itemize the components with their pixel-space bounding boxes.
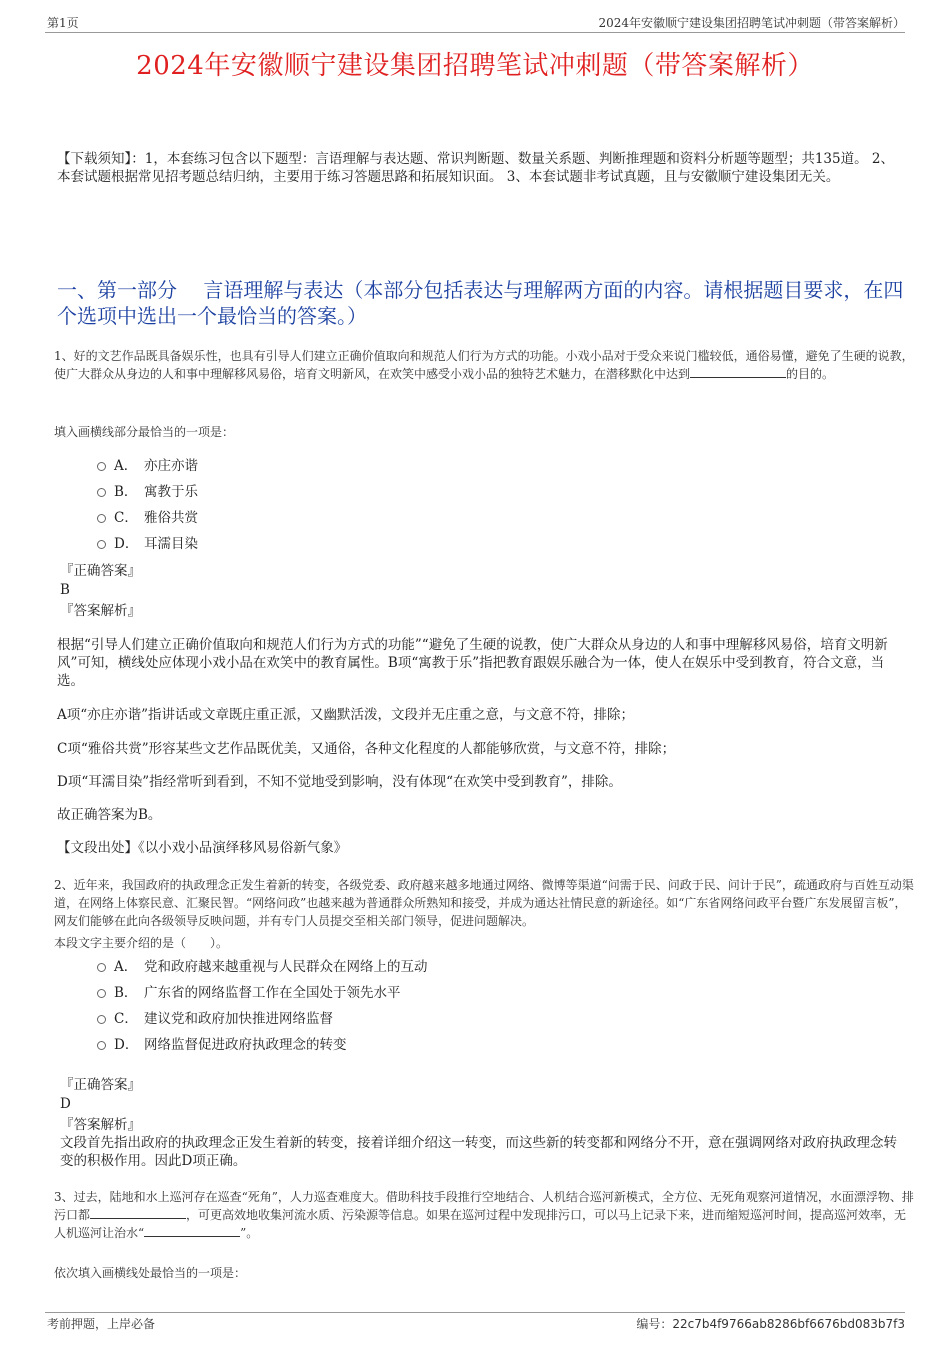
q2-analysis-label: 『答案解析』 [60,1117,141,1133]
question-3-stem [54,1188,916,1242]
q1-option-c[interactable]: C． 雅俗共赏 [97,508,198,528]
radio-icon[interactable] [97,462,106,471]
q2-option-c[interactable]: C． 建议党和政府加快推进网络监督 [97,1009,333,1029]
question-3-stem-end: ”。 [240,1226,259,1240]
question-3-prompt: 依次填入画横线处最恰当的一项是： [54,1266,247,1280]
q1-option-b[interactable]: B． 寓教于乐 [97,482,198,502]
page-number: 第1页 [47,16,79,30]
q1-analysis-label: 『答案解析』 [60,603,141,619]
q1-correct-label: 『正确答案』 [60,563,141,579]
fill-blank [144,1224,240,1237]
q1-answer: B [60,582,70,598]
q1-option-d[interactable]: D． 耳濡目染 [97,534,198,554]
q2-correct-label: 『正确答案』 [60,1077,141,1093]
q2-option-a[interactable]: A． 党和政府越来越重视与人民群众在网络上的互动 [97,957,428,977]
q1-option-a[interactable]: A． 亦庄亦谐 [97,456,198,476]
q2-analysis: 文段首先指出政府的执政理念正发生着新的转变，接着详细介绍这一转变，而这些新的转变都和网络分不开，意在强调网络对政府执政理念转变的积极作用。因此D项正确。 [60,1135,897,1169]
fill-blank [90,1206,186,1219]
question-1-stem-text: 1、好的文艺作品既具备娱乐性，也具有引导人们建立正确价值取向和规范人们行为方式的功能。小戏小品对于受众来说门槛较低，通俗易懂，避免了生硬的说教，使广大群众从身边的人和事中理解移风易俗，培育文明新风，在欢笑中感受小戏小品的独特艺术魅力，在潜移默化中达到 [54,349,914,381]
fill-blank [690,365,786,378]
footer-divider [45,1312,905,1313]
footer-slogan: 考前押题，上岸必备 [47,1317,156,1331]
q1-analysis-d: D项“耳濡目染”指经常听到看到，不知不觉地受到影响，没有体现“在欢笑中受到教育”，排除。 [57,774,622,790]
question-2-stem: 2、近年来，我国政府的执政理念正发生着新的转变，各级党委、政府越来越多地通过网络、微博等渠道“问需于民、问政于民、问计于民”，疏通政府与百姓互动渠道，在网络上体察民意、汇聚民智。“网络问政”也越来越为普通群众所熟知和接受，并成为通达社情民意的新途径。如“广东省网络问政平台暨广东发展留言板”，网友们能够在此向各级领导反映问题，并有专门人员提交至相关部门领导，促进问题解决。 [54,878,914,928]
question-1-stem [54,347,916,383]
radio-icon[interactable] [97,488,106,497]
document-title: 2024年安徽顺宁建设集团招聘笔试冲刺题（带答案解析） [136,51,814,81]
footer-code-label: 编号： [636,1317,673,1331]
q1-analysis-main: 根据“引导人们建立正确价值取向和规范人们行为方式的功能”“避免了生硬的说教，使广大群众从身边的人和事中理解移风易俗，培育文明新风”可知，横线处应体现小戏小品在欢笑中的教育属性。B项“寓教于乐”指把教育跟娱乐融合为一体，使人在娱乐中受到教育，符合文意，当选。 [57,637,888,689]
q2-option-b[interactable]: B． 广东省的网络监督工作在全国处于领先水平 [97,983,401,1003]
question-1-stem-end: 的目的。 [786,367,835,381]
q1-source: 【文段出处】《以小戏小品演绎移风易俗新气象》 [57,840,348,856]
radio-icon[interactable] [97,1015,106,1024]
radio-icon[interactable] [97,540,106,549]
running-header-title: 2024年安徽顺宁建设集团招聘笔试冲刺题（带答案解析） [598,16,905,30]
download-notice: 【下载须知】：1，本套练习包含以下题型：言语理解与表达题、常识判断题、数量关系题、判断推理题和资料分析题等题型；共135道。 2、本套试题根据常见招考题总结归纳，主要用于练习答题思路和拓展知识面。 3、本套试题非考试真题，且与安徽顺宁建设集团无关。 [57,151,894,185]
question-2-prompt: 本段文字主要介绍的是（ ）。 [54,936,229,950]
q2-answer: D [60,1096,71,1112]
q2-option-d[interactable]: D． 网络监督促进政府执政理念的转变 [97,1035,347,1055]
footer-code [636,1315,905,1332]
radio-icon[interactable] [97,1041,106,1050]
radio-icon[interactable] [97,989,106,998]
question-1-prompt: 填入画横线部分最恰当的一项是： [54,425,235,439]
header-divider [45,32,905,33]
radio-icon[interactable] [97,963,106,972]
radio-icon[interactable] [97,514,106,523]
section-heading: 一、第一部分 言语理解与表达（本部分包括表达与理解两方面的内容。请根据题目要求，在四个选项中选出一个最恰当的答案。） [57,278,904,328]
q1-analysis-a: A项“亦庄亦谐”指讲话或文章既庄重正派，又幽默活泼，文段并无庄重之意，与文意不符，排除； [57,707,635,723]
q1-conclusion: 故正确答案为B。 [57,807,162,823]
question-3-stem-text: 3、过去，陆地和水上巡河存在巡查“死角”，人力巡查难度大。借助科技手段推行空地结合、人机结合巡河新模式，全方位、无死角观察河道情况，水面漂浮物、排污口都 [54,1190,914,1222]
question-3-stem-mid: ，可更高效地收集河流水质、污染源等信息。如果在巡河过程中发现排污口，可以马上记录下来，进而缩短巡河时间，提高巡河效率，无人机巡河让治水“ [54,1208,907,1240]
q1-analysis-c: C项“雅俗共赏”形容某些文艺作品既优美，又通俗，各种文化程度的人都能够欣赏，与文意不符，排除； [57,741,676,757]
footer-code-value: 22c7b4f9766ab8286bf6676bd083b7f3 [672,1317,905,1331]
